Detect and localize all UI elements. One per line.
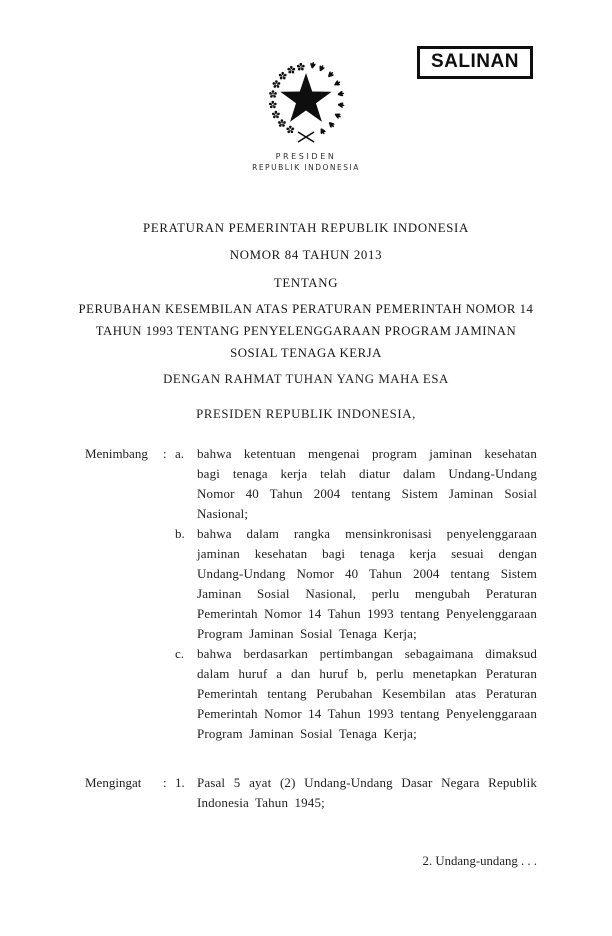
letterhead: [0, 58, 612, 172]
title-block: [0, 221, 612, 364]
list-item: [175, 644, 537, 744]
invocation-line: DENGAN RAHMAT TUHAN YANG MAHA ESA: [163, 372, 449, 386]
letterhead-republik-indonesia: REPUBLIK INDONESIA: [252, 163, 360, 172]
item-marker: b.: [175, 526, 185, 541]
catchword: 2. Undang-undang . . .: [422, 854, 537, 868]
salinan-stamp: SALINAN: [417, 46, 533, 79]
recalling-items: [175, 773, 537, 813]
regulation-subject-line: SOSIAL TENAGA KERJA: [230, 346, 382, 360]
considering-label: Menimbang: [85, 446, 148, 461]
list-item: [175, 524, 537, 644]
item-text: Pasal 5 ayat (2) Undang-Undang Dasar Negara Republik Indonesia Tahun 1945;: [197, 775, 537, 810]
considering-separator: :: [163, 446, 167, 461]
regulation-about-label: TENTANG: [273, 276, 339, 290]
presidential-seal-icon: [0, 58, 612, 148]
item-text: bahwa ketentuan mengenai program jaminan kesehatan bagi tenaga kerja telah diatur dalam Undang-Undang Nomor 40 Tahun 2004 tentang Sistem Jaminan Sosial Nasional;: [197, 446, 537, 521]
list-item: [175, 773, 537, 813]
regulation-subject: [66, 298, 546, 364]
regulation-number: NOMOR 84 TAHUN 2013: [229, 248, 383, 262]
considering-items: [175, 444, 537, 744]
regulation-subject-line: TAHUN 1993 TENTANG PENYELENGGARAAN PROGRAM JAMINAN: [95, 324, 517, 338]
item-text: bahwa berdasarkan pertimbangan sebagaimana dimaksud dalam huruf a dan huruf b, perlu menetapkan Peraturan Pemerintah tentang Perubahan Kesembilan atas Peraturan Pemerintah Nomor 14 Tahun 1993 tentang Penyelenggaraan Program Jaminan Sosial Tenaga Kerja;: [197, 646, 537, 741]
item-marker: c.: [175, 646, 185, 661]
item-marker: 1.: [175, 775, 185, 790]
regulation-subject-line: PERUBAHAN KESEMBILAN ATAS PERATURAN PEMERINTAH NOMOR 14: [78, 302, 534, 316]
recalling-separator: :: [163, 775, 167, 790]
recalling-clause: [85, 773, 537, 813]
regulation-title: PERATURAN PEMERINTAH REPUBLIK INDONESIA: [143, 221, 469, 235]
authority-line: PRESIDEN REPUBLIK INDONESIA,: [196, 407, 416, 421]
item-marker: a.: [175, 446, 185, 461]
item-text: bahwa dalam rangka mensinkronisasi penyelenggaraan jaminan kesehatan bagi tenaga kerja sesuai dengan Undang-Undang Nomor 40 Tahun 2004 tentang Sistem Jaminan Sosial Nasional, perlu mengubah Peraturan Pemerintah Nomor 14 Tahun 1993 tentang Penyelenggaraan Program Jaminan Sosial Tenaga Kerja;: [197, 526, 537, 641]
considering-clause: [85, 444, 537, 744]
letterhead-presiden: PRESIDEN: [275, 152, 337, 161]
recalling-label: Mengingat: [85, 775, 142, 790]
list-item: [175, 444, 537, 524]
